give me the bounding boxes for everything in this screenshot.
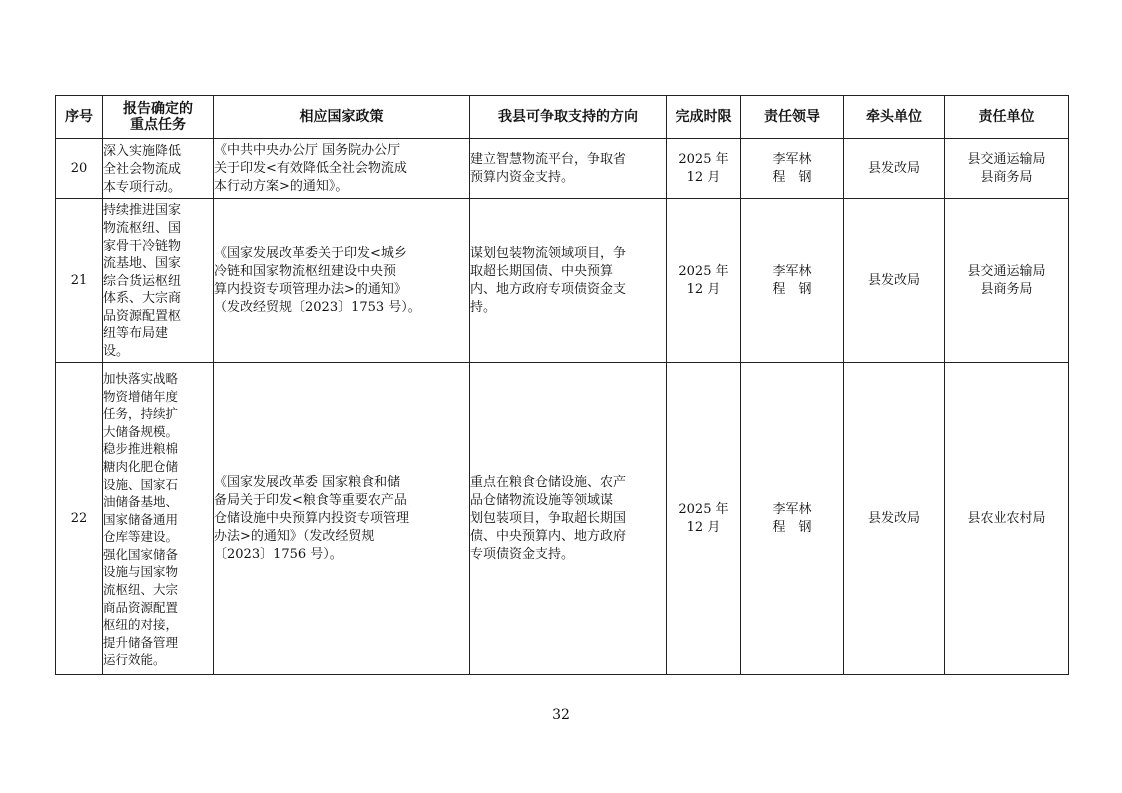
row-deadline: 2025 年 12 月 <box>667 199 741 363</box>
row-task: 持续推进国家 物流枢纽、国 家骨干冷链物 流基地、国家 综合货运枢纽 体系、大宗商 品资源配置枢 纽等布局建 设。 <box>103 199 214 363</box>
row-task: 深入实施降低 全社会物流成 本专项行动。 <box>103 139 214 199</box>
row-seq: 21 <box>56 199 103 363</box>
table-row <box>56 199 1069 363</box>
row-leader: 李军林 程 钢 <box>741 199 844 363</box>
row-seq: 20 <box>56 139 103 199</box>
row-lead-unit: 县发改局 <box>844 199 945 363</box>
table-row <box>56 363 1069 675</box>
header-row <box>56 96 1069 139</box>
row-seq: 22 <box>56 363 103 675</box>
page-number: 32 <box>552 707 570 723</box>
row-deadline: 2025 年 12 月 <box>667 139 741 199</box>
policy-task-table <box>55 95 1069 675</box>
header-task: 报告确定的 重点任务 <box>103 96 214 139</box>
row-direction: 建立智慧物流平台，争取省 预算内资金支持。 <box>470 139 667 199</box>
row-policy: 《国家发展改革委 国家粮食和储 备局关于印发<粮食等重要农产品 仓储设施中央预算内投资专项管理 办法>的通知》（发改经贸规 〔2023〕1756 号）。 <box>214 363 470 675</box>
row-policy: 《中共中央办公厅 国务院办公厅 关于印发<有效降低全社会物流成 本行动方案>的通知》。 <box>214 139 470 199</box>
header-resp-unit: 责任单位 <box>945 96 1069 139</box>
row-direction: 重点在粮食仓储设施、农产 品仓储物流设施等领域谋 划包装项目，争取超长期国 债、中央预算内、地方政府 专项债资金支持。 <box>470 363 667 675</box>
row-resp-unit: 县交通运输局 县商务局 <box>945 139 1069 199</box>
row-direction: 谋划包装物流领域项目，争 取超长期国债、中央预算 内、地方政府专项债资金支 持。 <box>470 199 667 363</box>
row-task: 加快落实战略 物资增储年度 任务，持续扩 大储备规模。 稳步推进粮棉 糖肉化肥仓储 设施、国家石 油储备基地、 国家储备通用 仓库等建设。 强化国家储备 设施与国家物 流枢纽、大宗 商品资源配置 枢纽的对接， 提升储备管理 运行效能。 <box>103 363 214 675</box>
row-deadline: 2025 年 12 月 <box>667 363 741 675</box>
row-resp-unit: 县交通运输局 县商务局 <box>945 199 1069 363</box>
row-lead-unit: 县发改局 <box>844 139 945 199</box>
row-policy: 《国家发展改革委关于印发<城乡 冷链和国家物流枢纽建设中央预 算内投资专项管理办法>的通知》 （发改经贸规〔2023〕1753 号）。 <box>214 199 470 363</box>
header-direction: 我县可争取支持的方向 <box>470 96 667 139</box>
row-resp-unit: 县农业农村局 <box>945 363 1069 675</box>
header-leader: 责任领导 <box>741 96 844 139</box>
header-lead-unit: 牵头单位 <box>844 96 945 139</box>
header-seq: 序号 <box>56 96 103 139</box>
table-row <box>56 139 1069 199</box>
row-leader: 李军林 程 钢 <box>741 139 844 199</box>
row-lead-unit: 县发改局 <box>844 363 945 675</box>
row-leader: 李军林 程 钢 <box>741 363 844 675</box>
header-policy: 相应国家政策 <box>214 96 470 139</box>
header-deadline: 完成时限 <box>667 96 741 139</box>
